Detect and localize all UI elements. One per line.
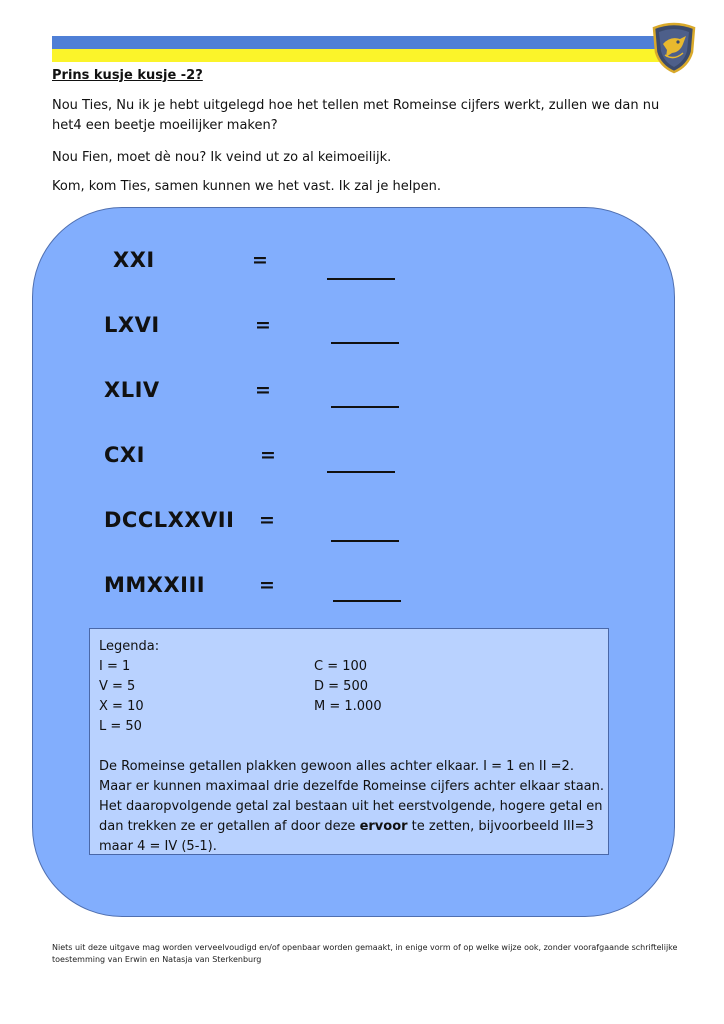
exercise-6-answer-line[interactable]	[333, 600, 401, 602]
legend-explanation-line-1: De Romeinse getallen plakken gewoon alles achter elkaar. I = 1 en II =2.	[99, 759, 574, 774]
legend-explanation-line-2: Maar er kunnen maximaal drie dezelfde Romeinse cijfers achter elkaar staan.	[99, 779, 605, 794]
header-blue-stripe	[52, 36, 662, 49]
exercise-1-roman: XXI	[113, 248, 155, 272]
intro-paragraph-2: Nou Fien, moet dè nou? Ik veind ut zo al keimoeilijk.	[52, 150, 392, 165]
legend-explanation-line-5: maar 4 = IV (5-1).	[99, 839, 217, 854]
exercise-2-equals: =	[255, 314, 271, 336]
exercise-6-equals: =	[259, 574, 275, 596]
legend-line-4-start: dan trekken ze er getallen af door deze	[99, 819, 360, 834]
page-title: Prins kusje kusje -2?	[52, 68, 203, 83]
legend-heading: Legenda:	[99, 639, 160, 654]
shield-crest-icon	[650, 22, 698, 74]
legend-box	[89, 628, 609, 855]
exercise-3-roman: XLIV	[104, 378, 160, 402]
exercise-6-roman: MMXXIII	[104, 573, 206, 597]
exercise-3-equals: =	[255, 379, 271, 401]
legend-item-d: D = 500	[314, 679, 368, 694]
legend-item-x: X = 10	[99, 699, 144, 714]
legend-line-4-end: te zetten, bijvoorbeeld III=3	[407, 819, 594, 834]
exercise-4-answer-line[interactable]	[327, 471, 395, 473]
header-yellow-stripe	[52, 49, 662, 62]
exercise-1-answer-line[interactable]	[327, 278, 395, 280]
exercise-4-roman: CXI	[104, 443, 145, 467]
legend-explanation-line-3: Het daaropvolgende getal zal bestaan uit het eerstvolgende, hogere getal en	[99, 799, 603, 814]
exercise-2-roman: LXVI	[104, 313, 160, 337]
legend-emphasis-ervoor: ervoor	[359, 819, 408, 834]
legend-item-c: C = 100	[314, 659, 368, 674]
exercise-5-equals: =	[259, 509, 275, 531]
exercise-5-roman: DCCLXXVII	[104, 508, 235, 532]
legend-item-m: M = 1.000	[314, 699, 382, 714]
legend-item-l: L = 50	[99, 719, 142, 734]
legend-item-i: I = 1	[99, 659, 131, 674]
copyright-footer: Niets uit deze uitgave mag worden verveelvoudigd en/of openbaar worden gemaakt, in enige vorm of op welke wijze ook, zonder voorafgaande schriftelijke toestemming van Erwin en Natasja van Sterkenburg	[52, 943, 678, 964]
exercise-5-answer-line[interactable]	[331, 540, 399, 542]
exercise-1-equals: =	[252, 249, 268, 271]
exercise-4-equals: =	[260, 444, 276, 466]
exercise-3-answer-line[interactable]	[331, 406, 399, 408]
legend-item-v: V = 5	[99, 679, 136, 694]
exercise-2-answer-line[interactable]	[331, 342, 399, 344]
intro-paragraph-3: Kom, kom Ties, samen kunnen we het vast. Ik zal je helpen.	[52, 179, 442, 194]
intro-paragraph-1: Nou Ties, Nu ik je hebt uitgelegd hoe het tellen met Romeinse cijfers werkt, zullen we dan nu het4 een beetje moeilijker maken?	[52, 98, 660, 133]
legend-explanation-line-4	[99, 817, 594, 837]
